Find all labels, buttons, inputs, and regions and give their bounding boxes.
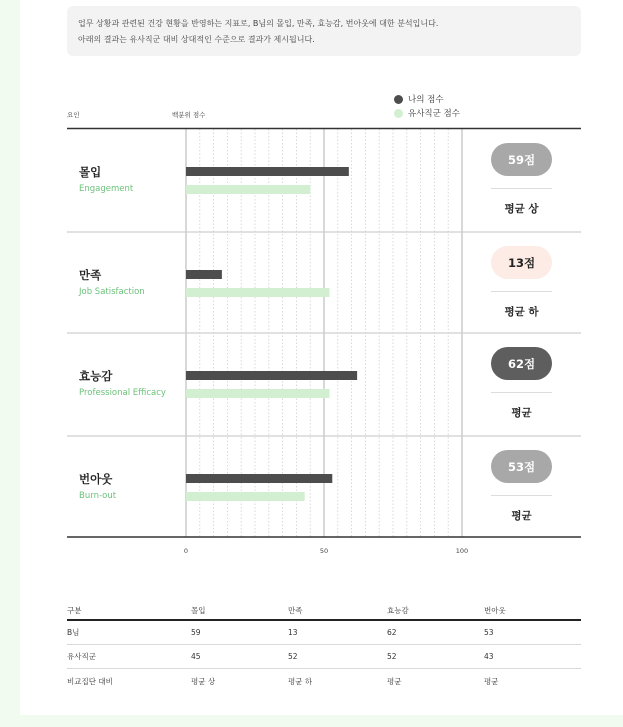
- table-cell: 45: [191, 652, 201, 661]
- bar-peer: [186, 389, 330, 398]
- table-cell: 62: [387, 628, 397, 637]
- table-cell: 52: [387, 652, 397, 661]
- factor-name: 효능감: [79, 369, 113, 383]
- table-cell: B님: [67, 628, 80, 637]
- score-badge: 53점: [491, 450, 552, 483]
- score-badge: 59점: [491, 143, 552, 176]
- level-divider: [491, 188, 552, 189]
- table-cell: 13: [288, 628, 298, 637]
- bar-mine: [186, 167, 349, 176]
- score-badge: 13점: [491, 246, 552, 279]
- level-divider: [491, 291, 552, 292]
- bar-mine: [186, 474, 332, 483]
- table-cell: 구분: [67, 606, 82, 615]
- level-label: 평균: [511, 510, 532, 522]
- table-cell: 52: [288, 652, 298, 661]
- legend-label-peer: 유사직군 점수: [408, 109, 460, 119]
- factor-name: 만족: [79, 268, 102, 282]
- bar-peer: [186, 185, 310, 194]
- table-row: [67, 621, 581, 645]
- tick-label-100: 100: [455, 547, 469, 555]
- table-cell: 평균: [484, 676, 499, 686]
- table-cell: 비교집단 대비: [67, 676, 113, 686]
- factor-header: 요인: [67, 111, 80, 119]
- table-cell: 평균 상: [191, 676, 216, 686]
- table-cell: 유사직군: [67, 652, 96, 661]
- level-divider: [491, 392, 552, 393]
- table-cell: 59: [191, 628, 201, 637]
- table-cell: 평균: [387, 676, 402, 686]
- score-table: [67, 602, 581, 693]
- table-cell: 번아웃: [484, 606, 506, 615]
- notice-line-2: 아래의 결과는 유사직군 대비 상대적인 수준으로 결과가 제시됩니다.: [78, 35, 315, 44]
- factor-subtitle: Job Satisfaction: [79, 287, 145, 297]
- notice-line-1: 업무 상황과 관련된 건강 현황을 반영하는 지표로, B님의 몰입, 만족, 효능감, 번아웃에 대한 분석입니다.: [78, 19, 439, 28]
- table-cell: 몰입: [191, 606, 206, 615]
- tick-label-50: 50: [319, 547, 329, 555]
- tick-label-0: 0: [183, 547, 189, 555]
- level-divider: [491, 495, 552, 496]
- level-label: 평균 하: [504, 306, 539, 318]
- bar-mine: [186, 371, 357, 380]
- table-cell: 43: [484, 652, 494, 661]
- factor-subtitle: Professional Efficacy: [79, 388, 166, 398]
- table-row: [67, 669, 581, 693]
- percentile-header: 백분위 점수: [172, 111, 206, 119]
- factor-name: 몰입: [79, 165, 102, 179]
- table-cell: 53: [484, 628, 494, 637]
- level-label: 평균: [511, 407, 532, 419]
- factor-subtitle: Engagement: [79, 184, 134, 194]
- table-cell: 효능감: [387, 606, 409, 615]
- legend-label-mine: 나의 점수: [408, 95, 444, 105]
- bar-peer: [186, 492, 305, 501]
- level-label: 평균 상: [504, 203, 539, 215]
- factor-name: 번아웃: [79, 472, 113, 486]
- table-cell: 평균 하: [288, 676, 313, 686]
- table-row: [67, 645, 581, 669]
- table-header-row: [67, 602, 581, 621]
- factor-subtitle: Burn-out: [79, 491, 117, 501]
- table-cell: 만족: [288, 606, 303, 615]
- bar-peer: [186, 288, 330, 297]
- score-badge: 62점: [491, 347, 552, 380]
- bar-mine: [186, 270, 222, 279]
